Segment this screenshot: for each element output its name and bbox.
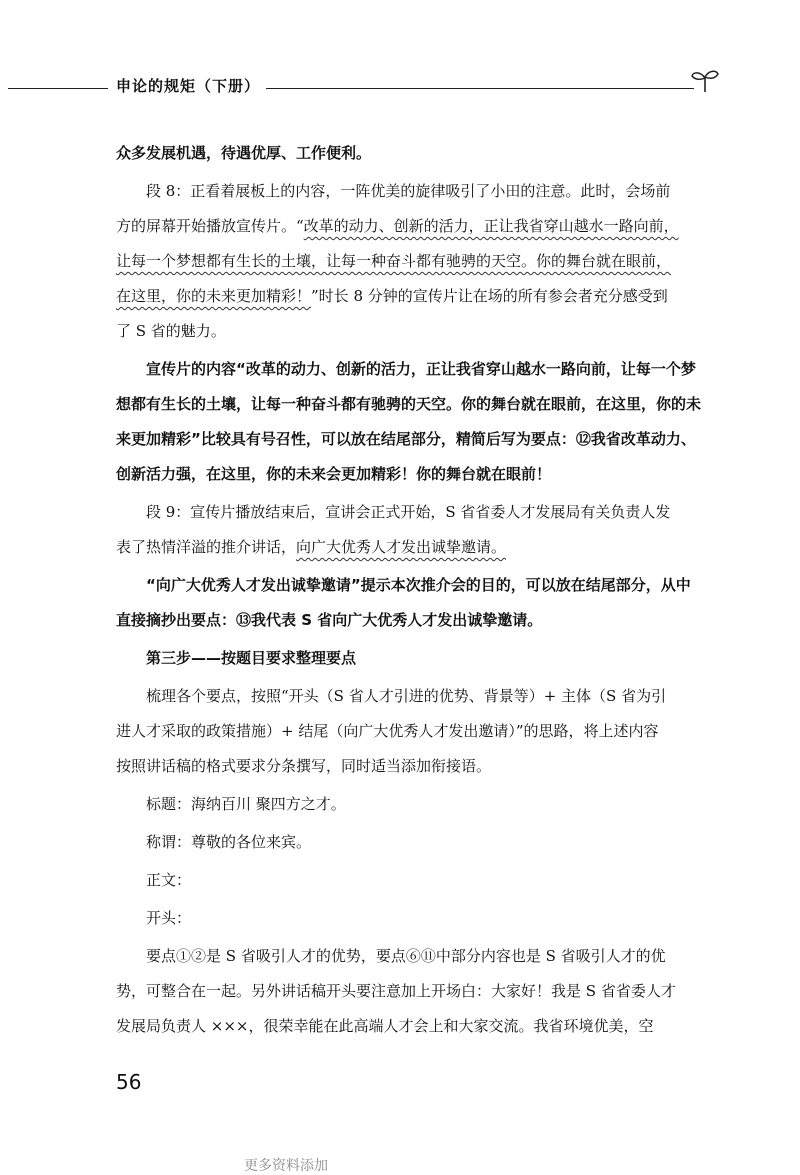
text-line: 标题：海纳百川 聚四方之才。 [146,795,346,813]
text-line: 发展局负责人 ×××，很荣幸能在此高端人才会上和大家交流。我省环境优美，空 [116,1017,654,1035]
running-header [8,70,720,100]
section-heading: 第三步——按题目要求整理要点 [146,649,357,667]
page-body [116,138,714,1042]
header-rule-right [266,88,694,89]
text-line: 想都有生长的土壤，让每一种奋斗都有驰骋的天空。你的舞台就在眼前，在这里，你的未 [116,395,702,413]
text-line: 按照讲话稿的格式要求分条撰写，同时适当添加衔接语。 [116,757,492,775]
text-line: 直接摘抄出要点：⑬我代表 S 省向广大优秀人才发出诚挚邀请。 [116,611,543,629]
header-rule-left [8,88,108,89]
text-line: 宣传片的内容“改革的动力、创新的活力，正让我省穿山越水一路向前，让每一个梦 [146,360,696,378]
sprout-icon [690,68,720,94]
wavy-underlined-text: 让每一个梦想都有生长的土壤，让每一种奋斗都有驰骋的天空。你的舞台就在眼前， [116,252,672,270]
text-line: 进人才采取的政策措施）+ 结尾（向广大优秀人才发出邀请）”的思路，将上述内容 [116,722,659,740]
text-line: 了 S 省的魅力。 [116,322,226,340]
text-line: 开头： [146,909,192,927]
text-line: 势，可整合在一起。另外讲话稿开头要注意加上开场白：大家好！我是 S 省省委人才 [116,982,676,1000]
text-line: 段 9：宣传片播放结束后，宣讲会正式开始，S 省省委人才发展局有关负责人发 [146,503,671,521]
footer-note: 更多资料添加 [244,1158,328,1174]
text-line: 正文： [146,871,192,889]
wavy-underlined-text: 向广大优秀人才发出诚挚邀请。 [296,538,507,556]
text-line: 方的屏幕开始播放宣传片。“改革的动力、创新的活力，正让我省穿山越水一路向前， [116,217,679,235]
text-line: 梳理各个要点，按照“开头（S 省人才引进的优势、背景等）+ 主体（S 省为引 [146,687,667,705]
text-line [116,246,714,277]
text-line: 要点①②是 S 省吸引人才的优势，要点⑥⑪中部分内容也是 S 省吸引人才的优 [146,947,666,965]
wavy-underlined-text: 改革的动力、创新的活力，正让我省穿山越水一路向前， [303,217,679,235]
wavy-underlined-text: 在这里，你的未来更加精彩！ [116,287,312,305]
text-line: 在这里，你的未来更加精彩！”时长 8 分钟的宣传片让在场的所有参会者充分感受到 [116,287,668,305]
text-line: 来更加精彩”比较具有号召性，可以放在结尾部分，精简后写为要点：⑫我省改革动力、 [116,430,696,448]
page-number: 56 [116,1070,142,1094]
header-title: 申论的规矩（下册） [116,77,261,95]
text-line: 众多发展机遇，待遇优厚、工作便利。 [116,144,372,162]
text-line: 表了热情洋溢的推介讲话，向广大优秀人才发出诚挚邀请。 [116,538,507,556]
text-line: 称谓：尊敬的各位来宾。 [146,833,312,851]
text-line: 段 8：正看着展板上的内容，一阵优美的旋律吸引了小田的注意。此时，会场前 [146,182,671,200]
text-line: “向广大优秀人才发出诚挚邀请”提示本次推介会的目的，可以放在结尾部分，从中 [146,576,691,594]
text-line: 创新活力强，在这里，你的未来会更加精彩！你的舞台就在眼前！ [116,465,552,483]
